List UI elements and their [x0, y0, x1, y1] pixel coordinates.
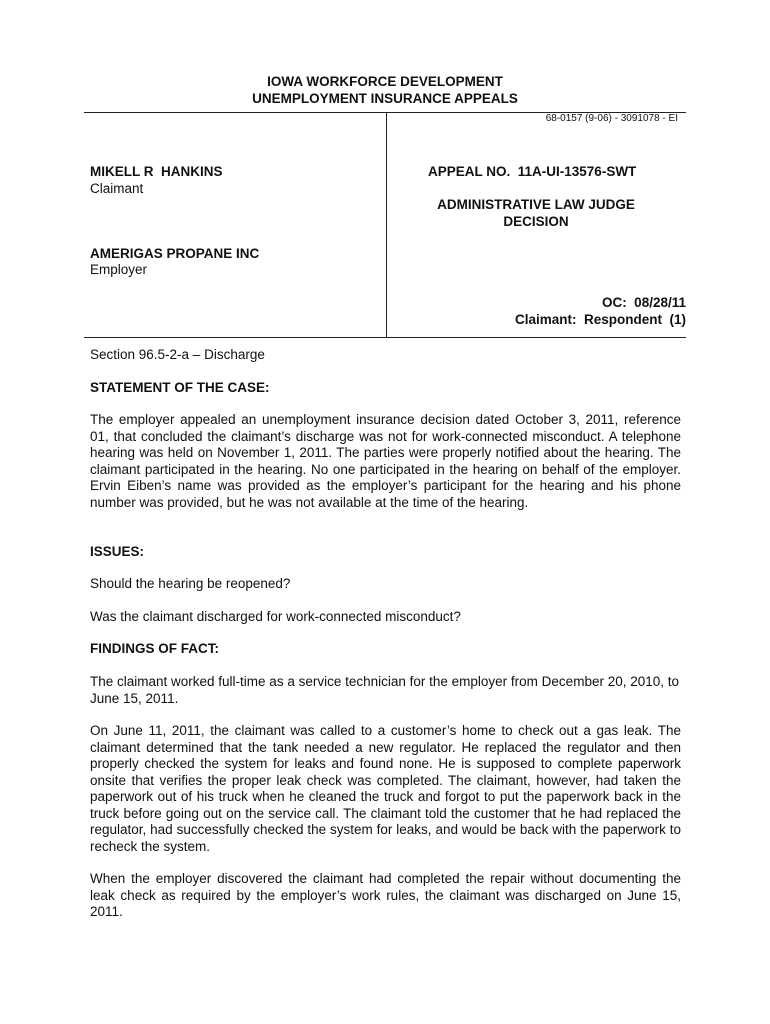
findings-paragraph-1: The claimant worked full-time as a service technician for the employer from December 20, 2010, to June 15, 2011. [90, 674, 680, 706]
employer-label: Employer [90, 262, 148, 277]
decision-title-line1: ADMINISTRATIVE LAW JUDGE [437, 197, 635, 212]
agency-division: UNEMPLOYMENT INSURANCE APPEALS [252, 91, 518, 106]
findings-heading: FINDINGS OF FACT: [90, 641, 219, 656]
statement-heading: STATEMENT OF THE CASE: [90, 380, 270, 395]
employer-name: AMERIGAS PROPANE INC [90, 246, 260, 261]
issue-2: Was the claimant discharged for work-connected misconduct? [90, 609, 461, 624]
claimant-name: MIKELL R HANKINS [90, 164, 223, 179]
decision-title [386, 197, 686, 230]
claimant-status: Claimant: Respondent (1) [514, 312, 686, 327]
oc-date: OC: 08/28/11 [601, 295, 686, 310]
findings-paragraph-2: On June 11, 2011, the claimant was called to a customer’s home to check out a gas leak. The claimant determined that the tank needed a new regulator. He replaced the regulator and then properly checked the system for leaks and found none. He is supposed to complete paperwork onsite that verifies the proper leak check was completed. The claimant, however, had taken the paperwork out of his truck when he cleaned the truck and forgot to put the paperwork back in the truck before going out on the service call. The claimant told the customer that he had replaced the regulator, had successfully checked the system for leaks, and would be back with the paperwork to recheck the system. [90, 723, 681, 854]
section-reference: Section 96.5-2-a – Discharge [90, 347, 265, 362]
findings-paragraph-3: When the employer discovered the claimant had completed the repair without documenting the leak check as required by the employer’s work rules, the claimant was discharged on June 15, 2011. [90, 871, 681, 919]
claimant-label: Claimant [90, 181, 144, 196]
agency-name: IOWA WORKFORCE DEVELOPMENT [267, 74, 503, 89]
decision-title-line2: DECISION [503, 213, 569, 229]
statement-text: The employer appealed an unemployment insurance decision dated October 3, 2011, reference 01, that concluded the claimant’s discharge was not for work-connected misconduct. A telephone hearing was held on November 1, 2011. The parties were properly notified about the hearing. The claimant participated in the hearing. No one participated in the hearing on behalf of the employer. Ervin Eiben’s name was provided as the employer’s participant for the hearing and his phone number was provided, but he was not available at the time of the hearing. [90, 412, 681, 510]
form-code: 68-0157 (9-06) - 3091078 - EI [545, 113, 678, 124]
caption-bottom-rule [84, 337, 686, 338]
appeal-number: APPEAL NO. 11A-UI-13576-SWT [428, 164, 637, 179]
issue-1: Should the hearing be reopened? [90, 576, 291, 591]
issues-heading: ISSUES: [90, 544, 145, 559]
